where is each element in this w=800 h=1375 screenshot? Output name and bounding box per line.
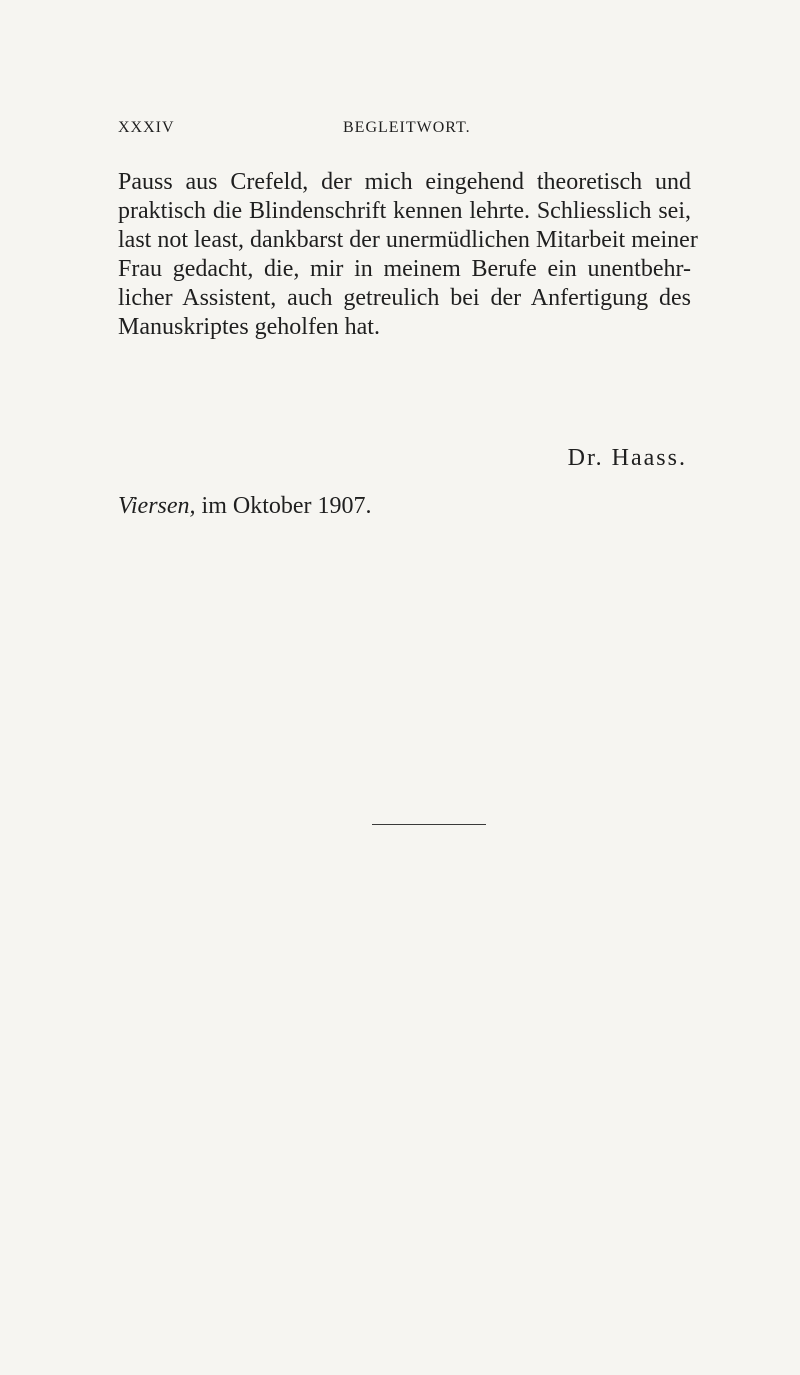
footnote-rule (372, 824, 486, 825)
page-number: XXXIV (118, 119, 175, 136)
text-line: last not least, dankbarst der unermüdlichen Mitarbeit meiner (118, 227, 698, 253)
text-line: Pauss aus Crefeld, der mich eingehend theoretisch und (118, 169, 691, 195)
body-paragraph (118, 168, 698, 342)
place: Viersen, (118, 493, 196, 519)
text-line: licher Assistent, auch getreulich bei der Anfertigung des (118, 285, 691, 311)
page-header (118, 119, 678, 143)
text-line: Frau gedacht, die, mir in meinem Berufe ein unentbehr- (118, 256, 691, 282)
text-line: praktisch die Blindenschrift kennen lehrte. Schliesslich sei, (118, 198, 691, 224)
running-title: BEGLEITWORT. (343, 119, 471, 136)
signature: Dr. Haass. (567, 445, 687, 471)
text-line: Manuskriptes geholfen hat. (118, 314, 380, 340)
date: im Oktober 1907. (201, 493, 372, 519)
place-date-line (118, 493, 372, 520)
